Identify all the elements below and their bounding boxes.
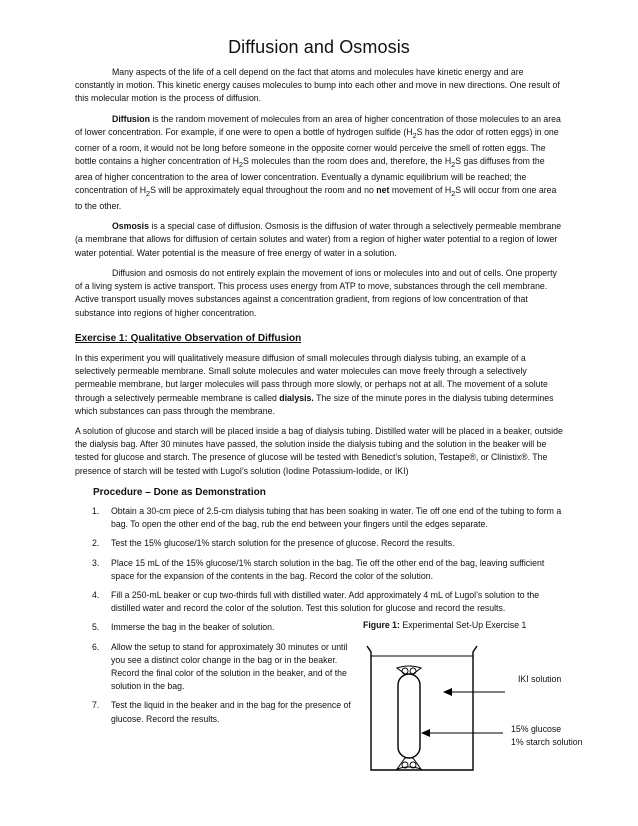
starch-label: 1% starch solution [511,737,583,747]
term-osmosis: Osmosis [112,221,149,232]
top-knot [397,666,421,674]
procedure-step: 3. Place 15 mL of the 15% glucose/1% starch solution in the bag. Tie off the other end of the bag, leaving sufficient space for the expansion of the contents in the bag. Record the color of the solution. [92,557,545,581]
term-dialysis: dialysis. [279,392,314,403]
intro-paragraph-4: Diffusion and osmosis do not entirely explain the movement of ions or molecules into and out of cells. One property of a living system is active transport. This process uses energy from ATP to move, substances through the cell membrane. Active transport usually moves substances against a concentration gradient, from regions of low concentration of that substance into regions of higher concentration. [75,267,557,318]
procedure-step: 4. Fill a 250-mL beaker or cup two-thirds full with distilled water. Add approximately 4 mL of Lugol’s solution to the distilled water and record the color of the solution. Test this solution for glucose and record the results. [92,589,540,614]
term-net: net [376,185,390,196]
body-text [75,66,563,732]
procedure-step: 6. Allow the setup to stand for approximately 30 minutes or until you see a distinct color change in the bag or in the beaker. Record the final color of the solution in the beaker, and of the solution in the bag. [92,641,348,692]
exercise-paragraph-2: A solution of glucose and starch will be placed inside a bag of dialysis tubing. Distilled water will be placed in a beaker, outside the dialysis bag. After 30 minutes have passed, the solution inside the dialysis tubing and the solution in the beaker will be tested for glucose and starch. The presence of glucose will be tested with Benedict’s solution, Testape®, or Clinistix®. The presence of starch will be tested with Lugol’s solution (Iodine Potassium-Iodide, or IKI) [75,425,563,476]
bottom-knot [397,758,421,769]
beaker-outline [367,646,477,770]
term-diffusion: Diffusion [112,113,150,124]
experiment-setup-figure [355,638,595,778]
iki-arrowhead [443,688,452,696]
intro-paragraph-1: Many aspects of the life of a cell depend on the fact that atoms and molecules have kinetic energy and are constantly in motion. This kinetic energy causes molecules to bump into each other and move in new directions. One result of this molecular motion is the process of diffusion. [75,67,560,104]
intro-paragraph-diffusion: Diffusion is the random movement of molecules from an area of higher concentration of those molecules to an area of lower concentration. For example, if one were to open a bottle of hydrogen sulfide ($H_2S$ has the odor of rotten eggs) in one corner of a room, it would not be long before someone in the opposite corner would perceive the smell of rotten eggs. The bottle contains a higher concentration of $H_2S$ molecules than the room does and, therefore, the $H_2S$ gas diffuses from the area of higher concentration to the area of lower concentration. Eventually a dynamic equilibrium will be reached; the concentration of $H_2S$ will be approximately equal throughout the room and no net movement of $H_2S$ will occur from one area to the other. [75,113,561,212]
procedure-step: 5. Immerse the bag in the beaker of solution. [92,622,275,633]
page-title: Diffusion and Osmosis [228,37,410,57]
exercise-paragraph-1: In this experiment you will qualitatively measure diffusion of small molecules through dialysis tubing, an example of a selectively permeable membrane. Small solute molecules and water molecules can move freely through a selectively permeable membrane, but larger molecules will pass through more slowly, or perhaps not at all. The movement of a solute through a selectively permeable membrane is called dialysis. The size of the minute pores in the dialysis tubing determines which substances can pass through the membrane. [75,352,554,416]
procedure-step: 7. Test the liquid in the beaker and in the bag for the presence of glucose. Record the results. [92,700,351,724]
procedure-step: 2. Test the 15% glucose/1% starch solution for the presence of glucose. Record the results. [92,538,455,549]
intro-paragraph-osmosis: Osmosis is a special case of diffusion. Osmosis is the diffusion of water through a selectively permeable membrane (a membrane that allows for diffusion of certain solutes and water) from a region of higher water potential to a region of lower water potential. Water potential is the measure of free energy of water in a solution. [75,221,562,258]
procedure-heading: Procedure – Done as Demonstration [93,486,266,498]
iki-solution-label: IKI solution [518,674,562,684]
dialysis-bag [398,674,420,758]
glucose-arrowhead [421,729,430,737]
exercise-heading: Exercise 1: Qualitative Observation of Diffusion [75,332,302,344]
figure-caption: Figure 1: Experimental Set-Up Exercise 1 [363,620,527,630]
procedure-step: 1. Obtain a 30-cm piece of 2.5-cm dialysis tubing that has been soaking in water. Tie off one end of the tubing to form a bag. To open the other end of the bag, rub the end between your fingers until the edges separate. [92,505,562,530]
glucose-label: 15% glucose [511,724,562,734]
